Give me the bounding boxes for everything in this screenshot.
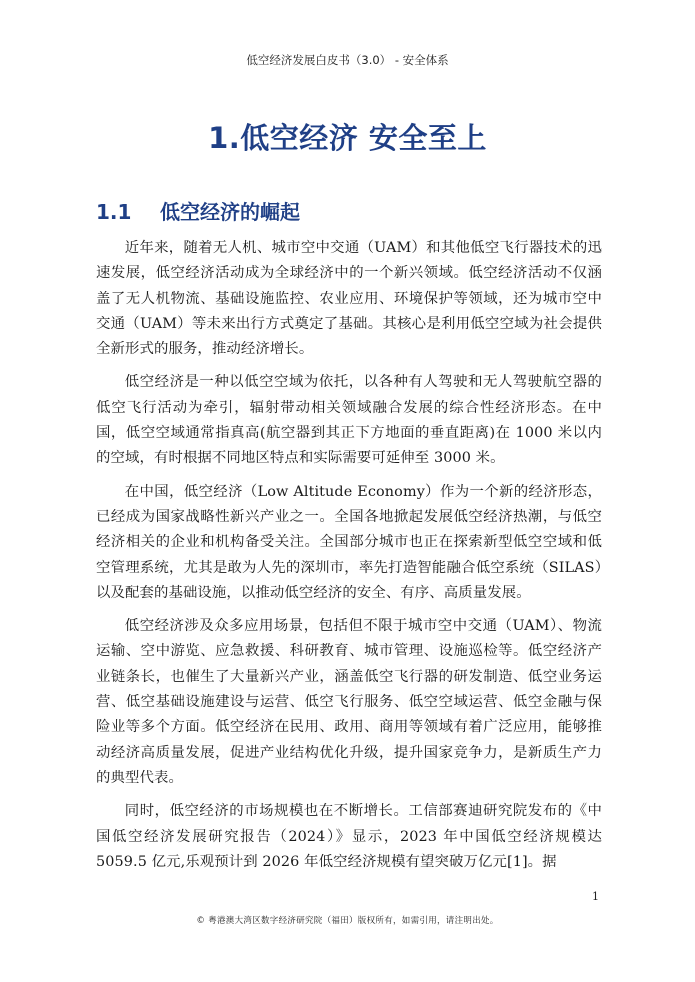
page-number: 1 bbox=[592, 890, 599, 903]
copyright-footer: © 粤港澳大湾区数字经济研究院（福田）版权所有，如需引用，请注明出处。 bbox=[196, 916, 499, 926]
paragraph: 低空经济是一种以低空空域为依托，以各种有人驾驶和无人驾驶航空器的低空飞行活动为牵引，辐射带动相关领域融合发展的综合性经济形态。在中国，低空空域通常指真高(航空器到其正下方地面的垂直距离)在 1000 米以内的空域，有时根据不同地区特点和实际需要可延伸至 3000 米。 bbox=[96, 374, 602, 467]
chapter-title: 1.低空经济 安全至上 bbox=[208, 121, 487, 155]
section-heading bbox=[96, 196, 300, 225]
paragraph: 低空经济涉及众多应用场景，包括但不限于城市空中交通（UAM）、物流运输、空中游览、应急救援、科研教育、城市管理、设施巡检等。低空经济产业链条长，也催生了大量新兴产业，涵盖低空飞行器的研发制造、低空业务运营、低空基础设施建设与运营、低空飞行服务、低空空域运营、低空金融与保险业等多个方面。低空经济在民用、政用、商用等领域有着广泛应用，能够推动经济高质量发展，促进产业结构优化升级，提升国家竞争力，是新质生产力的典型代表。 bbox=[96, 618, 602, 786]
body-text bbox=[96, 236, 602, 883]
paragraph: 在中国，低空经济（Low Altitude Economy）作为一个新的经济形态，已经成为国家战略性新兴产业之一。全国各地掀起发展低空经济热潮，与低空经济相关的企业和机构备受关注。全国部分城市也正在探索新型低空空域和低空管理系统，尤其是敢为人先的深圳市，率先打造智能融合低空系统（SILAS）以及配套的基础设施，以推动低空经济的安全、有序、高质量发展。 bbox=[96, 483, 602, 601]
paragraph: 同时，低空经济的市场规模也在不断增长。工信部赛迪研究院发布的《中国低空经济发展研究报告（2024）》显示，2023 年中国低空经济规模达 5059.5 亿元,乐观预计到 2026 年低空经济规模有望突破万亿元[1]。据 bbox=[96, 803, 602, 870]
paragraph: 近年来，随着无人机、城市空中交通（UAM）和其他低空飞行器技术的迅速发展，低空经济活动成为全球经济中的一个新兴领域。低空经济活动不仅涵盖了无人机物流、基础设施监控、农业应用、环境保护等领域，还为城市空中交通（UAM）等未来出行方式奠定了基础。其核心是利用低空空域为社会提供全新形式的服务，推动经济增长。 bbox=[96, 240, 602, 358]
running-header: 低空经济发展白皮书（3.0） - 安全体系 bbox=[246, 53, 449, 67]
section-number: 1.1 bbox=[96, 200, 132, 224]
section-title: 低空经济的崛起 bbox=[160, 200, 300, 224]
